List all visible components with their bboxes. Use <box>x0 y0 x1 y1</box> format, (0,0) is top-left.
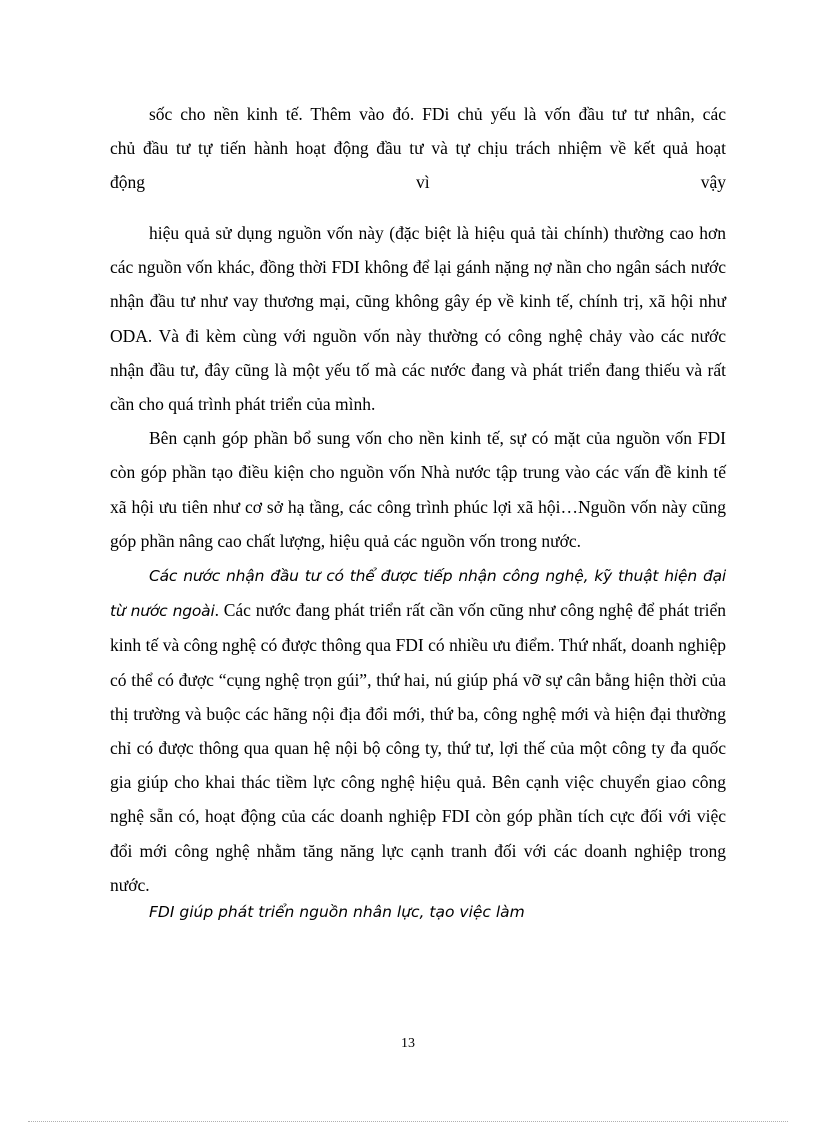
body-text <box>110 216 726 902</box>
footer-divider <box>28 1121 788 1122</box>
text-line: sốc cho nền kinh tế. Thêm vào đó. FDi chủ yếu là vốn đầu tư tư nhân, các <box>149 104 726 124</box>
text-line: chủ đầu tư tự tiến hành hoạt động đầu tư và tự chịu trách nhiệm về kết quả hoạt <box>110 138 726 159</box>
paragraph-technology <box>110 558 726 902</box>
section-heading-italic: FDI giúp phát triển nguồn nhân lực, tạo việc làm <box>149 903 525 921</box>
paragraph-efficiency: hiệu quả sử dụng nguồn vốn này (đặc biệt là hiệu quả tài chính) thường cao hơn các nguồn vốn khác, đồng thời FDI không để lại gánh nặng nợ nần cho ngân sách nước nhận đầu tư như vay thương mại, cũng không gây ép về kinh tế, chính trị, xã hội như ODA. Và đi kèm cùng với nguồn vốn này thường có công nghệ chảy vào các nước nhận đầu tư, đây cũng là một yếu tố mà các nước đang và phát triển đang thiếu và rất cần cho quá trình phát triển của mình. <box>110 223 726 415</box>
paragraph-continuation <box>110 97 726 200</box>
paragraph-technology-body: . Các nước đang phát triển rất cần vốn cũng như công nghệ để phát triển kinh tế và công nghệ có được thông qua FDI có nhiều ưu điểm. Thứ nhất, doanh nghiệp có thể có được “cụng nghệ trọn gúi”, thứ hai, nú giúp phá vỡ sự cân bằng hiện thời của thị trường và buộc các hãng nội địa đổi mới, thứ ba, công nghệ mới và hiện đại thường chỉ có được thông qua quan hệ nội bộ công ty, thứ tư, lợi thế của một công ty đa quốc gia giúp cho khai thác tiềm lực công nghệ hiệu quả. Bên cạnh việc chuyển giao công nghệ sẵn có, hoạt động của các doanh nghiệp FDI còn góp phần tích cực đối với việc đổi mới công nghệ nhằm tăng năng lực cạnh tranh đối với các doanh nghiệp trong nước. <box>110 600 726 895</box>
page-number: 13 <box>401 1036 415 1051</box>
italic-subheading: Các nước nhận đầu tư có thể được tiếp nhận công nghệ, kỹ thuật hiện đại từ nước ngoài <box>110 567 726 621</box>
paragraph-capital: Bên cạnh góp phần bổ sung vốn cho nền kinh tế, sự có mặt của nguồn vốn FDI còn góp phần tạo điều kiện cho nguồn vốn Nhà nước tập trung vào các vấn đề kinh tế xã hội ưu tiên như cơ sở hạ tầng, các công trình phúc lợi xã hội…Nguồn vốn này cũng góp phần nâng cao chất lượng, hiệu quả các nguồn vốn trong nước. <box>110 428 726 551</box>
text-line: động vì vậy <box>110 172 726 193</box>
